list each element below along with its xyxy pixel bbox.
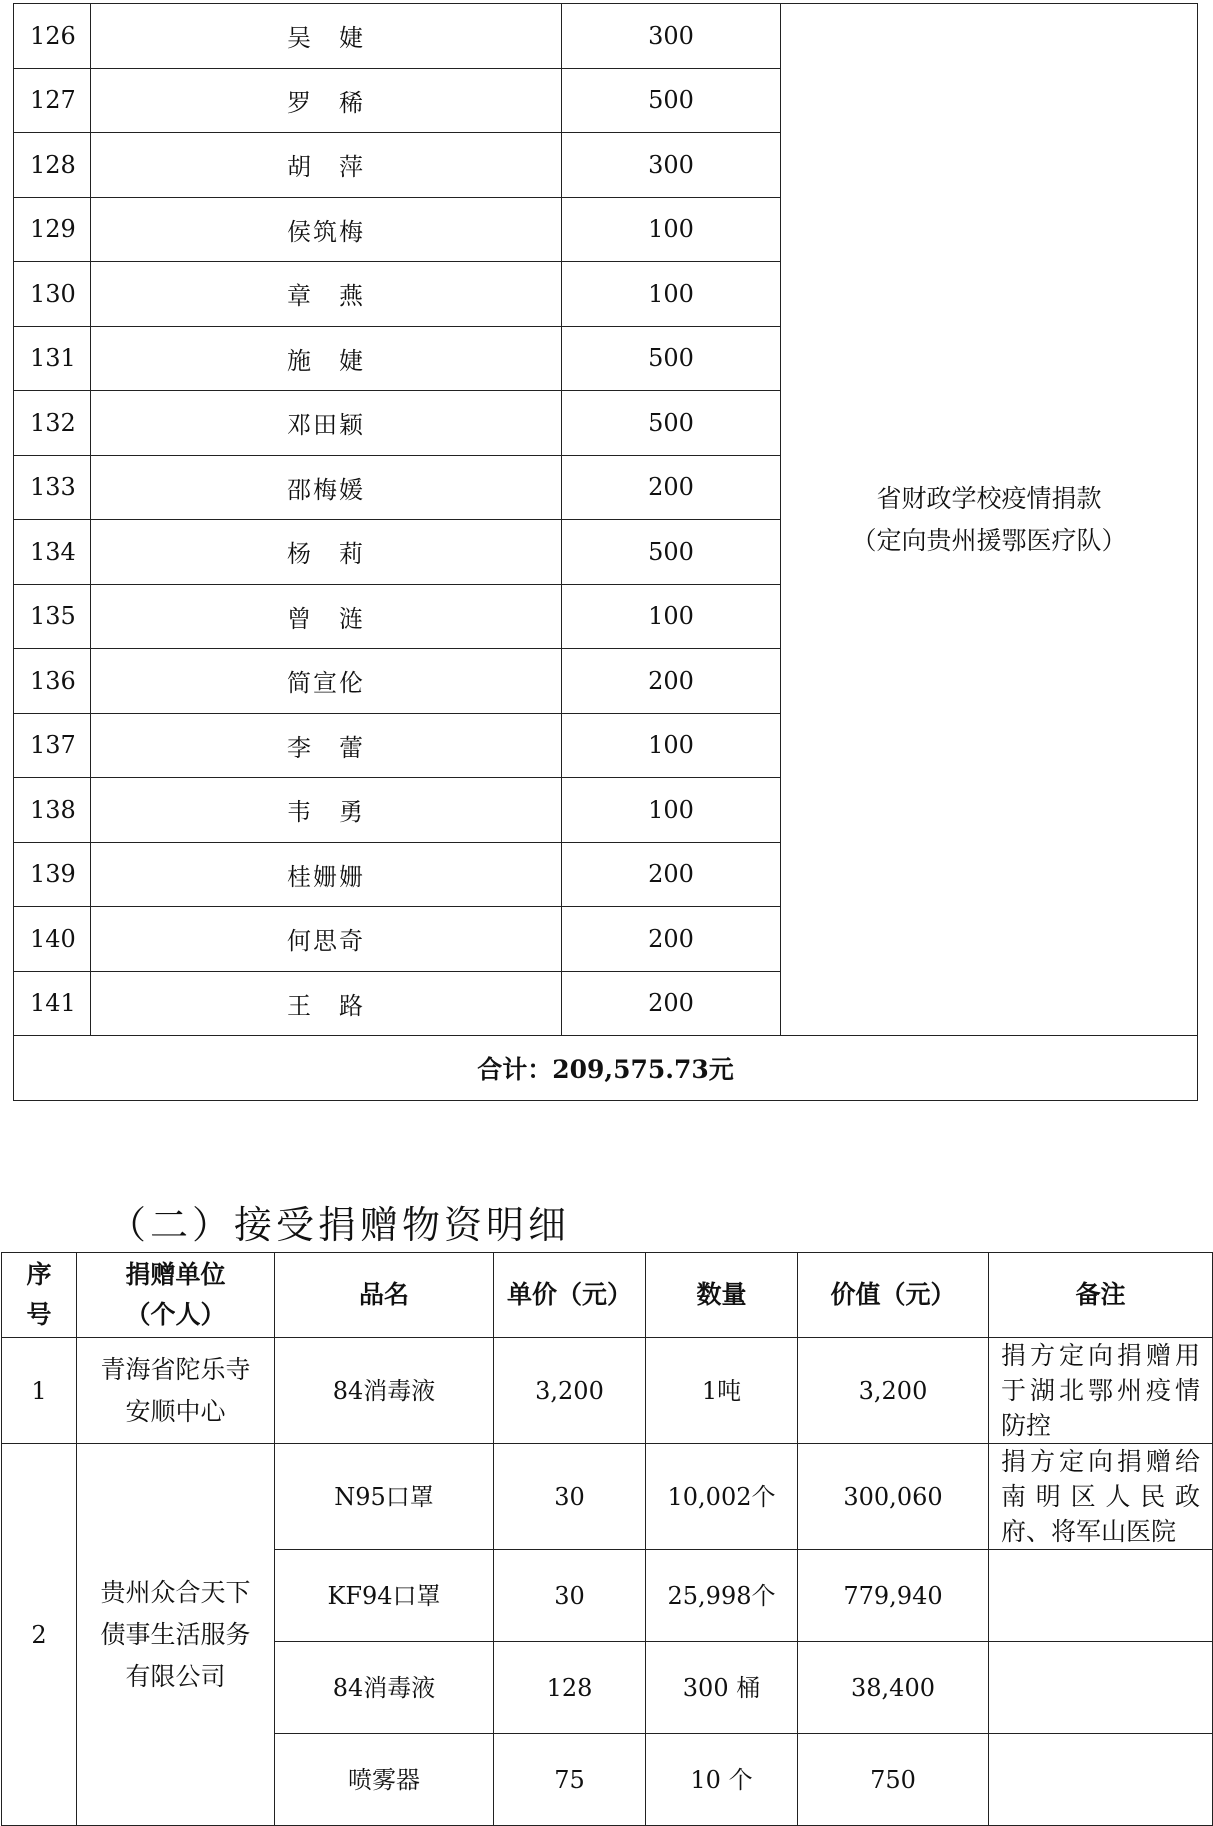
donor-name: 邵梅媛: [91, 455, 562, 520]
unit-price: 128: [494, 1642, 646, 1734]
donation-amount: 300: [562, 133, 781, 198]
row-seq: 137: [14, 713, 91, 778]
value: 750: [798, 1734, 989, 1826]
remark: [989, 1550, 1213, 1642]
donor-name: 罗 稀: [91, 68, 562, 133]
row-seq: 141: [14, 971, 91, 1036]
donated-goods-table: [1, 1252, 1213, 1826]
header-donor-line2: （个人）: [125, 1300, 226, 1329]
header-seq-line1: 序: [26, 1260, 52, 1289]
donor-unit: [77, 1444, 275, 1826]
donor-name: 杨 莉: [91, 520, 562, 585]
quantity: 10 个: [646, 1734, 798, 1826]
donor-line3: 有限公司: [125, 1661, 226, 1691]
table-row: [2, 1338, 1213, 1444]
donor-unit: [77, 1338, 275, 1444]
donor-name: 李 蕾: [91, 713, 562, 778]
row-seq: 136: [14, 649, 91, 714]
unit-price: 75: [494, 1734, 646, 1826]
row-seq: 1: [2, 1338, 77, 1444]
donation-money-table: [13, 3, 1198, 1101]
item-name: KF94口罩: [275, 1550, 494, 1642]
donor-name: 简宣伦: [91, 649, 562, 714]
donation-amount: 200: [562, 842, 781, 907]
row-seq: 129: [14, 197, 91, 262]
header-seq: [2, 1253, 77, 1338]
quantity: 25,998个: [646, 1550, 798, 1642]
donor-name: 邓田颖: [91, 391, 562, 456]
row-seq: 140: [14, 907, 91, 972]
remark: [989, 1642, 1213, 1734]
header-quantity: 数量: [646, 1253, 798, 1338]
quantity: 1吨: [646, 1338, 798, 1444]
row-seq: 135: [14, 584, 91, 649]
row-seq: 139: [14, 842, 91, 907]
unit-price: 3,200: [494, 1338, 646, 1444]
donor-name: 施 婕: [91, 326, 562, 391]
header-donor: [77, 1253, 275, 1338]
header-unit-price: 单价（元）: [494, 1253, 646, 1338]
row-seq: 134: [14, 520, 91, 585]
donation-amount: 500: [562, 326, 781, 391]
value: 3,200: [798, 1338, 989, 1444]
donor-name: 章 燕: [91, 262, 562, 327]
header-item: 品名: [275, 1253, 494, 1338]
item-name: 84消毒液: [275, 1338, 494, 1444]
donation-amount: 500: [562, 520, 781, 585]
donation-amount: 500: [562, 68, 781, 133]
donor-name: 桂姗姗: [91, 842, 562, 907]
donor-name: 王 路: [91, 971, 562, 1036]
remark: 捐方定向捐赠给南明区人民政府、将军山医院: [989, 1444, 1213, 1550]
donor-name: 曾 涟: [91, 584, 562, 649]
row-seq: 138: [14, 778, 91, 843]
total-amount: 合计：209,575.73元: [14, 1036, 1198, 1101]
item-name: 84消毒液: [275, 1642, 494, 1734]
quantity: 10,002个: [646, 1444, 798, 1550]
donation-amount: 100: [562, 262, 781, 327]
value: 300,060: [798, 1444, 989, 1550]
unit-price: 30: [494, 1444, 646, 1550]
donor-name: 侯筑梅: [91, 197, 562, 262]
donation-amount: 100: [562, 713, 781, 778]
donation-amount: 200: [562, 971, 781, 1036]
row-seq: 128: [14, 133, 91, 198]
donation-amount: 100: [562, 778, 781, 843]
quantity: 300 桶: [646, 1642, 798, 1734]
row-seq: 131: [14, 326, 91, 391]
donor-line1: 青海省陀乐寺: [100, 1354, 251, 1384]
header-value: 价值（元）: [798, 1253, 989, 1338]
donation-amount: 200: [562, 455, 781, 520]
donor-name: 何思奇: [91, 907, 562, 972]
remark: 捐方定向捐赠用于湖北鄂州疫情防控: [989, 1338, 1213, 1444]
row-seq: 133: [14, 455, 91, 520]
donation-amount: 300: [562, 4, 781, 69]
row-seq: 127: [14, 68, 91, 133]
donor-line2: 债事生活服务: [100, 1619, 251, 1649]
donor-name: 吴 婕: [91, 4, 562, 69]
row-seq: 126: [14, 4, 91, 69]
donor-line2: 安顺中心: [125, 1396, 226, 1426]
donation-note-line2: （定向贵州援鄂医疗队）: [851, 525, 1127, 555]
row-seq: 130: [14, 262, 91, 327]
donor-line1: 贵州众合天下: [100, 1577, 251, 1607]
section-title: （二）接受捐赠物资明细: [108, 1203, 571, 1247]
value: 779,940: [798, 1550, 989, 1642]
table-row: [2, 1444, 1213, 1550]
donor-name: 韦 勇: [91, 778, 562, 843]
remark: [989, 1734, 1213, 1826]
donor-name: 胡 萍: [91, 133, 562, 198]
header-row: [2, 1253, 1213, 1338]
donation-amount: 100: [562, 584, 781, 649]
total-row: [14, 1036, 1198, 1101]
donation-amount: 200: [562, 649, 781, 714]
table-row: [14, 4, 1198, 69]
item-name: N95口罩: [275, 1444, 494, 1550]
row-seq: 2: [2, 1444, 77, 1826]
donation-note-line1: 省财政学校疫情捐款: [876, 483, 1102, 513]
donation-note: [781, 4, 1198, 1036]
header-remark: 备注: [989, 1253, 1213, 1338]
row-seq: 132: [14, 391, 91, 456]
header-seq-line2: 号: [26, 1300, 52, 1329]
header-donor-line1: 捐赠单位: [125, 1260, 226, 1289]
item-name: 喷雾器: [275, 1734, 494, 1826]
value: 38,400: [798, 1642, 989, 1734]
donation-amount: 500: [562, 391, 781, 456]
unit-price: 30: [494, 1550, 646, 1642]
donation-amount: 100: [562, 197, 781, 262]
donation-amount: 200: [562, 907, 781, 972]
